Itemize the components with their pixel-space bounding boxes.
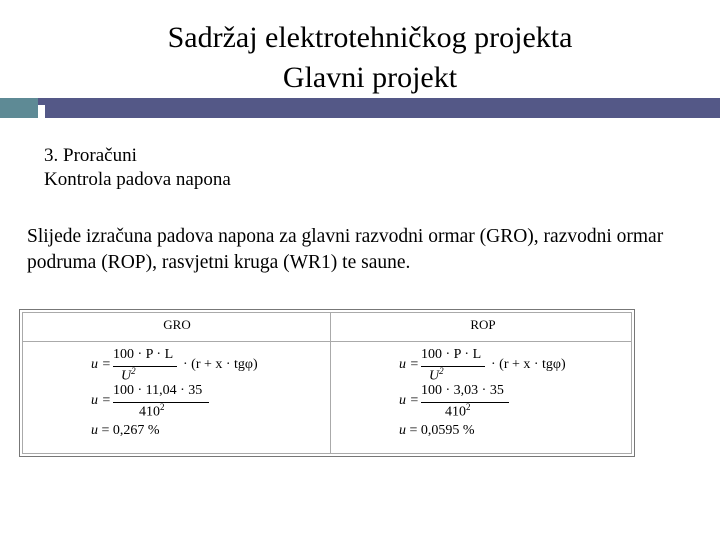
slide-title bbox=[0, 18, 720, 98]
formula-tail: · (r + x · tgφ) bbox=[491, 357, 566, 372]
formula-result: u = 0,267 % bbox=[91, 423, 160, 438]
calc-numerator: 100 · 3,03 · 35 bbox=[421, 383, 504, 398]
formula-lhs: u = bbox=[91, 357, 111, 372]
slide-title-line1: Sadržaj elektrotehničkog projekta bbox=[167, 21, 573, 54]
result-value: = 0,0595 % bbox=[409, 423, 475, 438]
formula-numerator: 100 · P · L bbox=[113, 347, 174, 362]
result-value: = 0,267 % bbox=[101, 423, 160, 438]
formula-result: u = 0,0595 % bbox=[399, 423, 475, 438]
title-divider-accent-square bbox=[38, 98, 45, 105]
table-column-separator bbox=[330, 313, 331, 453]
calc-denominator: $410^2$ bbox=[139, 402, 165, 420]
calc-numerator: 100 · 11,04 · 35 bbox=[113, 383, 203, 398]
body-paragraph: Slijede izračuna padova napona za glavni razvodni ormar (GRO), razvodni ormar podruma (ROP), rasvjetni kruga (WR1) te saune. bbox=[27, 226, 664, 273]
voltage-drop-table bbox=[19, 309, 635, 457]
title-divider-bar bbox=[45, 98, 720, 118]
formula-general bbox=[91, 347, 258, 384]
formula-calculation bbox=[91, 383, 203, 420]
table-inner-frame bbox=[22, 312, 632, 454]
calc-lhs: u = bbox=[399, 393, 419, 408]
formula-tail: · (r + x · tgφ) bbox=[183, 357, 258, 372]
slide-title-line2: Glavni projekt bbox=[282, 61, 458, 94]
column-header-gro: GRO bbox=[163, 317, 191, 332]
calc-denominator: $410^2$ bbox=[445, 402, 471, 420]
table-cell-rop bbox=[399, 347, 566, 439]
title-divider-accent-left bbox=[0, 98, 38, 118]
section-heading bbox=[44, 144, 231, 192]
calc-lhs: u = bbox=[91, 393, 111, 408]
formula-calculation bbox=[399, 383, 504, 420]
formula-denominator: $U^2$ bbox=[429, 366, 444, 384]
formula-general bbox=[399, 347, 566, 384]
formula-denominator: $U^2$ bbox=[121, 366, 136, 384]
column-header-rop: ROP bbox=[470, 317, 496, 332]
formula-lhs: u = bbox=[399, 357, 419, 372]
table-cell-gro bbox=[91, 347, 258, 439]
section-subtitle: Kontrola padova napona bbox=[44, 169, 231, 190]
formula-numerator: 100 · P · L bbox=[421, 347, 482, 362]
table-header-separator bbox=[23, 341, 631, 342]
section-number-title: 3. Proračuni bbox=[44, 145, 137, 166]
